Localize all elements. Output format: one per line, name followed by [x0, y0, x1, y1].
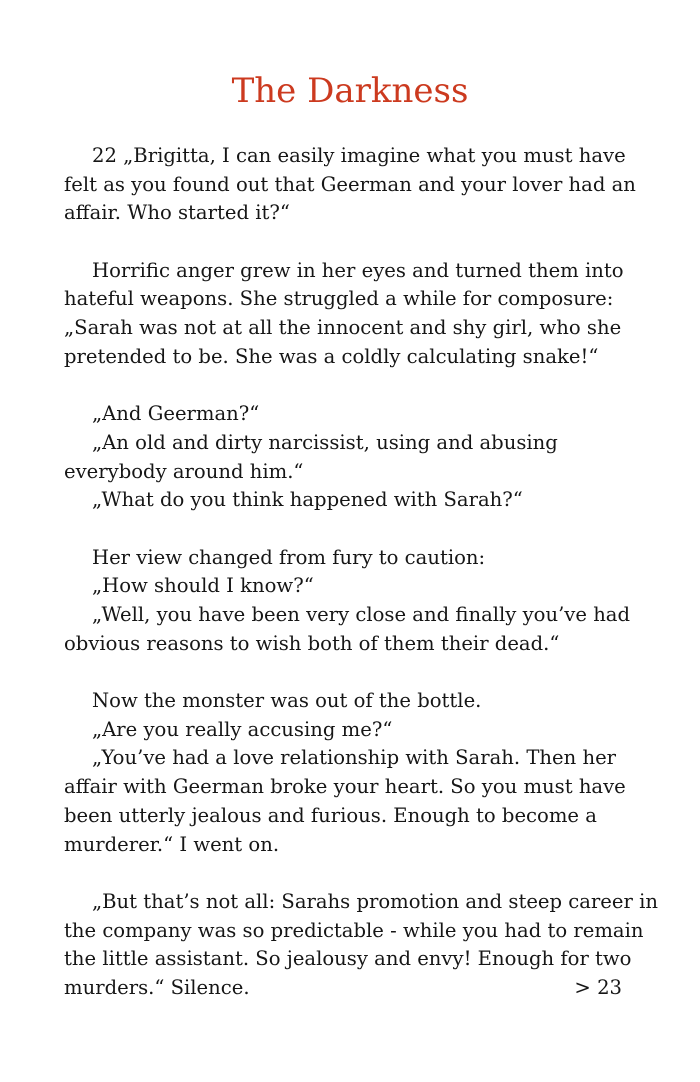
paragraph-gap — [64, 859, 654, 888]
text-line: „An old and dirty narcissist, using and abusing — [92, 430, 558, 454]
body-text — [64, 142, 658, 1003]
text-line: „Sarah was not at all the innocent and shy girl, who she — [64, 316, 622, 340]
text-line: „Well, you have been very close and finally you’ve had — [92, 603, 631, 626]
text-line: „And Geerman?“ — [92, 402, 260, 426]
text-line: 22 „Brigitta, I can easily imagine what you must have — [92, 144, 626, 167]
text-line: affair. Who started it?“ — [64, 201, 290, 225]
paragraph-gap — [64, 515, 654, 544]
text-line: the little assistant. So jealousy and envy! Enough for two — [64, 947, 632, 971]
text-line: the company was so predictable - while you had to remain — [64, 918, 644, 942]
text-line: hateful weapons. She struggled a while for composure: — [64, 287, 614, 311]
paragraph-gap — [64, 228, 654, 257]
text-line: „But that’s not all: Sarahs promotion and steep career in — [92, 889, 658, 913]
final-line-text: murders.“ Silence. — [64, 975, 250, 999]
chapter-title: The Darkness — [231, 71, 469, 111]
paragraph-gap — [64, 372, 654, 401]
next-page-indicator[interactable]: > 23 — [574, 975, 622, 999]
text-line: murderer.“ I went on. — [64, 832, 280, 856]
text-line: „What do you think happened with Sarah?“ — [92, 488, 523, 512]
text-line: pretended to be. She was a coldly calculating snake!“ — [64, 344, 599, 368]
paragraph-gap — [64, 658, 654, 687]
text-line: Horrific anger grew in her eyes and turned them into — [92, 258, 624, 282]
text-line: „You’ve had a love relationship with Sarah. Then her — [92, 746, 617, 770]
text-line: obvious reasons to wish both of them their dead.“ — [64, 631, 560, 655]
text-line: Her view changed from fury to caution: — [92, 545, 486, 569]
text-line: felt as you found out that Geerman and your lover had an — [64, 172, 636, 196]
text-line-last — [64, 974, 654, 1003]
text-line: „Are you really accusing me?“ — [92, 717, 393, 741]
text-line: affair with Geerman broke your heart. So you must have — [64, 775, 626, 799]
text-line: been utterly jealous and furious. Enough to become a — [64, 803, 597, 827]
text-line: everybody around him.“ — [64, 459, 304, 483]
text-line: Now the monster was out of the bottle. — [92, 689, 482, 713]
text-line: „How should I know?“ — [92, 574, 314, 598]
